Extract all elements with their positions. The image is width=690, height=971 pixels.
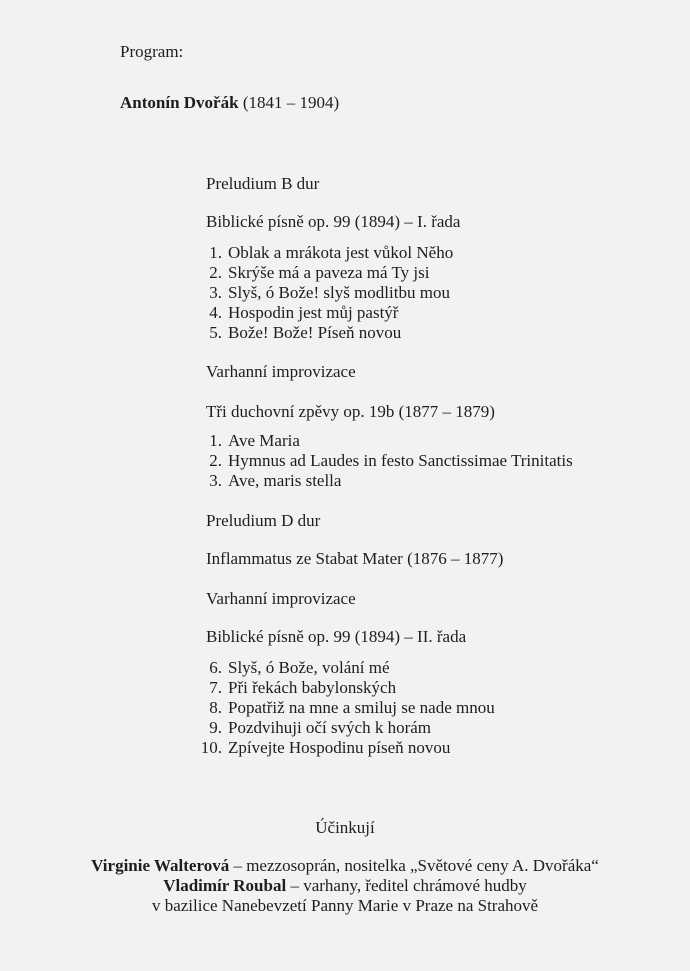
composer-dates: (1841 – 1904) <box>242 93 340 112</box>
performer-1 <box>0 856 690 876</box>
item-number: 6. <box>209 658 222 677</box>
set3-title: Biblické písně op. 99 (1894) – II. řada <box>206 627 467 646</box>
list-item <box>200 678 396 698</box>
item-text: Oblak a mrákota jest vůkol Něho <box>228 243 454 262</box>
list-item <box>200 471 341 491</box>
item-number: 5. <box>209 323 222 342</box>
item-text: Slyš, ó Bože! slyš modlitbu mou <box>228 283 450 302</box>
performer-2-name: Vladimír Roubal <box>163 876 287 895</box>
item-text: Ave, maris stella <box>228 471 342 490</box>
list-item <box>200 718 431 738</box>
item-text: Popatřiž na mne a smiluj se nade mnou <box>228 698 495 717</box>
item-number: 2. <box>209 451 222 470</box>
list-item <box>200 323 401 343</box>
prelude-b-dur: Preludium B dur <box>206 174 320 193</box>
organ-improvisation-1: Varhanní improvizace <box>206 362 356 381</box>
item-number: 1. <box>209 431 222 450</box>
item-text: Bože! Bože! Píseň novou <box>228 323 402 342</box>
item-text: Pozdvihuji očí svých k horám <box>228 718 432 737</box>
list-item <box>200 451 573 471</box>
item-text: Hymnus ad Laudes in festo Sanctissimae Trinitatis <box>228 451 573 470</box>
composer-line <box>120 93 339 113</box>
item-number: 3. <box>209 471 222 490</box>
performer-1-name: Virginie Walterová <box>91 856 230 875</box>
list-item <box>200 243 453 263</box>
item-text: Při řekách babylonských <box>228 678 397 697</box>
set1-title: Biblické písně op. 99 (1894) – I. řada <box>206 212 461 231</box>
item-number: 1. <box>209 243 222 262</box>
list-item <box>200 658 389 678</box>
list-item <box>200 431 300 451</box>
performer-2-venue: v bazilice Nanebevzetí Panny Marie v Praze na Strahově <box>151 896 539 915</box>
item-number: 7. <box>209 678 222 697</box>
performer-2-desc: – varhany, ředitel chrámové hudby <box>286 876 527 895</box>
item-text: Skrýše má a paveza má Ty jsi <box>228 263 430 282</box>
list-item <box>200 698 495 718</box>
performers-heading: Účinkují <box>315 818 375 837</box>
set2-title: Tři duchovní zpěvy op. 19b (1877 – 1879) <box>206 402 495 421</box>
item-number: 3. <box>209 283 222 302</box>
item-number: 9. <box>209 718 222 737</box>
list-item <box>200 263 430 283</box>
item-text: Ave Maria <box>228 431 300 450</box>
item-text: Zpívejte Hospodinu píseň novou <box>228 738 451 757</box>
composer-name: Antonín Dvořák <box>120 93 239 112</box>
item-number: 2. <box>209 263 222 282</box>
list-item <box>200 283 450 303</box>
item-number: 10. <box>200 738 222 757</box>
inflammatus: Inflammatus ze Stabat Mater (1876 – 1877) <box>206 549 504 568</box>
list-item <box>200 738 450 758</box>
item-text: Hospodin jest můj pastýř <box>228 303 399 322</box>
item-text: Slyš, ó Bože, volání mé <box>228 658 390 677</box>
list-item <box>200 303 398 323</box>
item-number: 8. <box>209 698 222 717</box>
item-number: 4. <box>209 303 222 322</box>
prelude-d-dur: Preludium D dur <box>206 511 321 530</box>
organ-improvisation-2: Varhanní improvizace <box>206 589 356 608</box>
program-heading: Program: <box>120 42 184 61</box>
performer-1-desc: – mezzosoprán, nositelka „Světové ceny A. Dvořáka“ <box>229 856 599 875</box>
performer-2 <box>0 876 690 896</box>
